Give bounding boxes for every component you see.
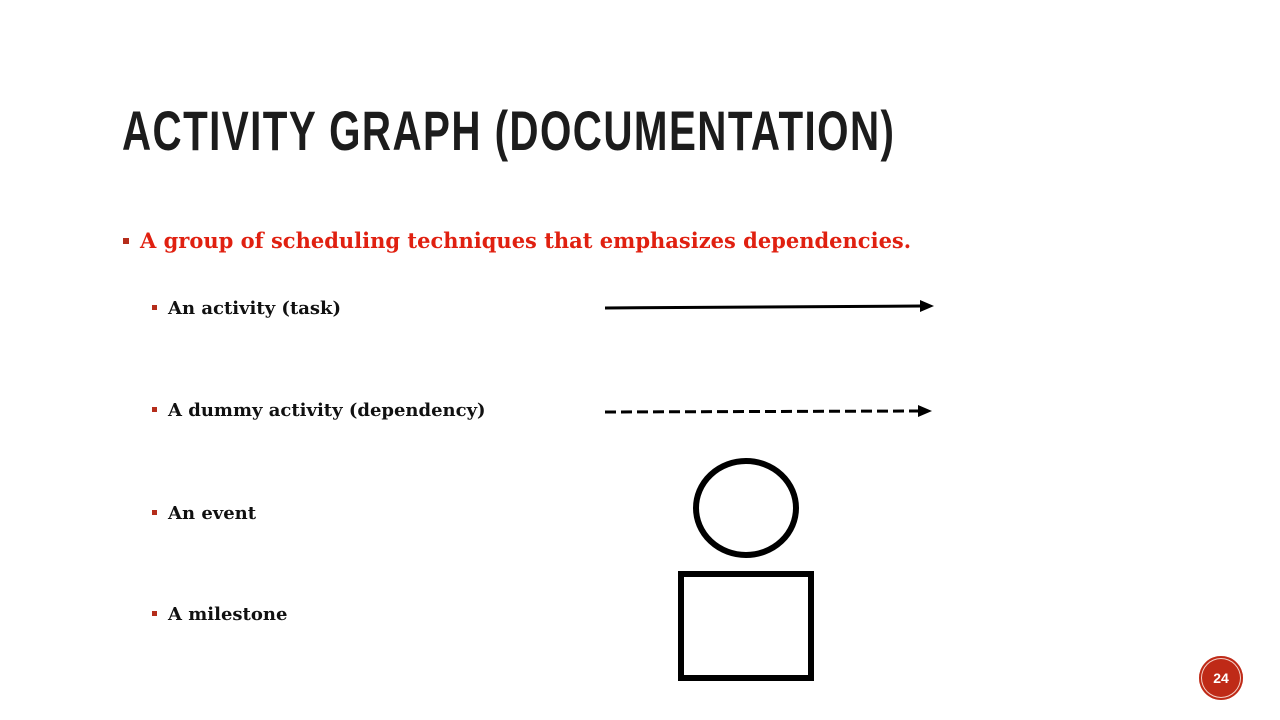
bullet-marker xyxy=(152,305,157,310)
sub-bullet-text: A dummy activity (dependency) xyxy=(168,400,486,421)
slide-title: ACTIVITY GRAPH (DOCUMENTATION) xyxy=(122,99,896,162)
bullet-marker xyxy=(152,611,157,616)
bullet-marker xyxy=(152,407,157,412)
main-bullet xyxy=(123,228,911,253)
bullet-marker xyxy=(152,510,157,515)
sub-bullet-text: An activity (task) xyxy=(168,298,342,319)
sub-bullet-milestone xyxy=(152,604,287,625)
bullet-marker xyxy=(123,238,129,244)
sub-bullet-activity xyxy=(152,298,341,319)
milestone-square-symbol xyxy=(676,569,816,683)
page-number-badge: 24 xyxy=(1199,656,1243,700)
sub-bullet-dummy-activity xyxy=(152,400,486,421)
sub-bullet-event xyxy=(152,503,256,524)
dashed-arrow-symbol xyxy=(600,400,940,424)
sub-bullet-text: A milestone xyxy=(168,604,288,625)
solid-arrow-symbol xyxy=(600,296,940,320)
main-bullet-text: A group of scheduling techniques that emphasizes dependencies. xyxy=(140,228,912,253)
event-circle-symbol xyxy=(690,455,802,561)
sub-bullet-text: An event xyxy=(168,503,257,524)
